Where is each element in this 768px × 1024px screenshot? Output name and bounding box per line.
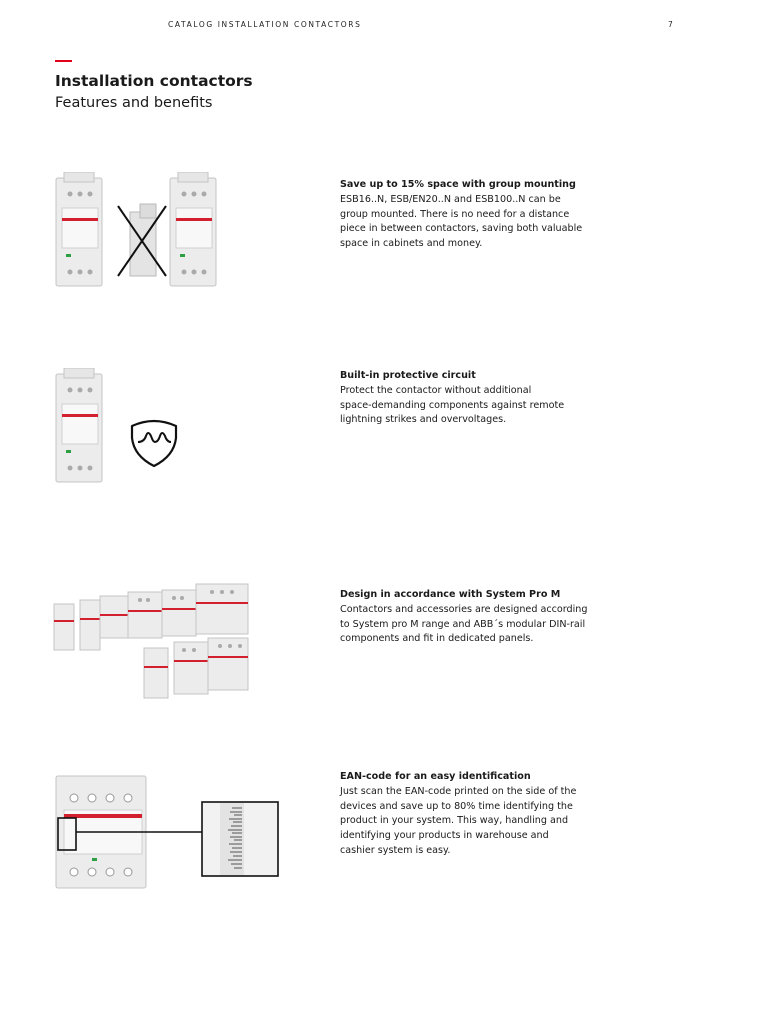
group-mounting-illustration bbox=[52, 172, 232, 290]
feature-body-line: lightning strikes and overvoltages. bbox=[340, 414, 507, 426]
page-title: Installation contactors bbox=[55, 72, 253, 90]
contactor-device-left bbox=[56, 172, 102, 286]
protective-circuit-illustration bbox=[52, 368, 192, 486]
feature-body-line: Protect the contactor without additional bbox=[340, 384, 532, 396]
feature-body-line: cashier system is easy. bbox=[340, 844, 451, 856]
feature-body-line: group mounted. There is no need for a distance bbox=[340, 208, 570, 220]
device-range-row-bottom bbox=[144, 638, 248, 698]
feature-body-line: devices and save up to 80% time identifying the bbox=[340, 800, 573, 812]
feature-heading: EAN-code for an easy identification bbox=[340, 771, 531, 782]
ean-barcode-zoom bbox=[202, 802, 278, 876]
page-subtitle: Features and benefits bbox=[55, 95, 213, 111]
feature-body-line: space in cabinets and money. bbox=[340, 238, 483, 250]
feature-system-pro-m bbox=[340, 588, 630, 647]
contactor-device bbox=[56, 368, 102, 482]
ean-code-illustration bbox=[52, 772, 282, 892]
feature-body-line: ESB16..N, ESB/EN20..N and ESB100..N can be bbox=[340, 193, 561, 205]
contactor-device-right bbox=[170, 172, 216, 286]
feature-group-mounting bbox=[340, 178, 630, 252]
feature-body-line: to System pro M range and ABB´s modular DIN-rail bbox=[340, 618, 586, 630]
feature-protective-circuit bbox=[340, 369, 630, 428]
surge-shield-icon bbox=[132, 421, 176, 466]
running-header: CATALOG INSTALLATION CONTACTORS bbox=[168, 20, 362, 29]
feature-heading: Save up to 15% space with group mounting bbox=[340, 179, 576, 190]
accent-bar bbox=[55, 60, 72, 62]
feature-heading: Built-in protective circuit bbox=[340, 370, 476, 381]
feature-body-line: identifying your products in warehouse and bbox=[340, 830, 549, 842]
system-pro-m-range-illustration bbox=[52, 580, 252, 702]
feature-ean-code bbox=[340, 770, 630, 859]
page-number: 7 bbox=[668, 20, 673, 29]
feature-body-line: space-demanding components against remote bbox=[340, 399, 565, 411]
feature-body-line: piece in between contactors, saving both valuable bbox=[340, 223, 583, 235]
feature-body-line: components and fit in dedicated panels. bbox=[340, 633, 534, 645]
feature-body-line: Contactors and accessories are designed according bbox=[340, 603, 588, 615]
distance-piece-crossed-out bbox=[118, 204, 166, 276]
feature-body-line: product in your system. This way, handling and bbox=[340, 815, 569, 827]
feature-body-line: Just scan the EAN-code printed on the side of the bbox=[340, 785, 577, 797]
feature-heading: Design in accordance with System Pro M bbox=[340, 589, 561, 600]
